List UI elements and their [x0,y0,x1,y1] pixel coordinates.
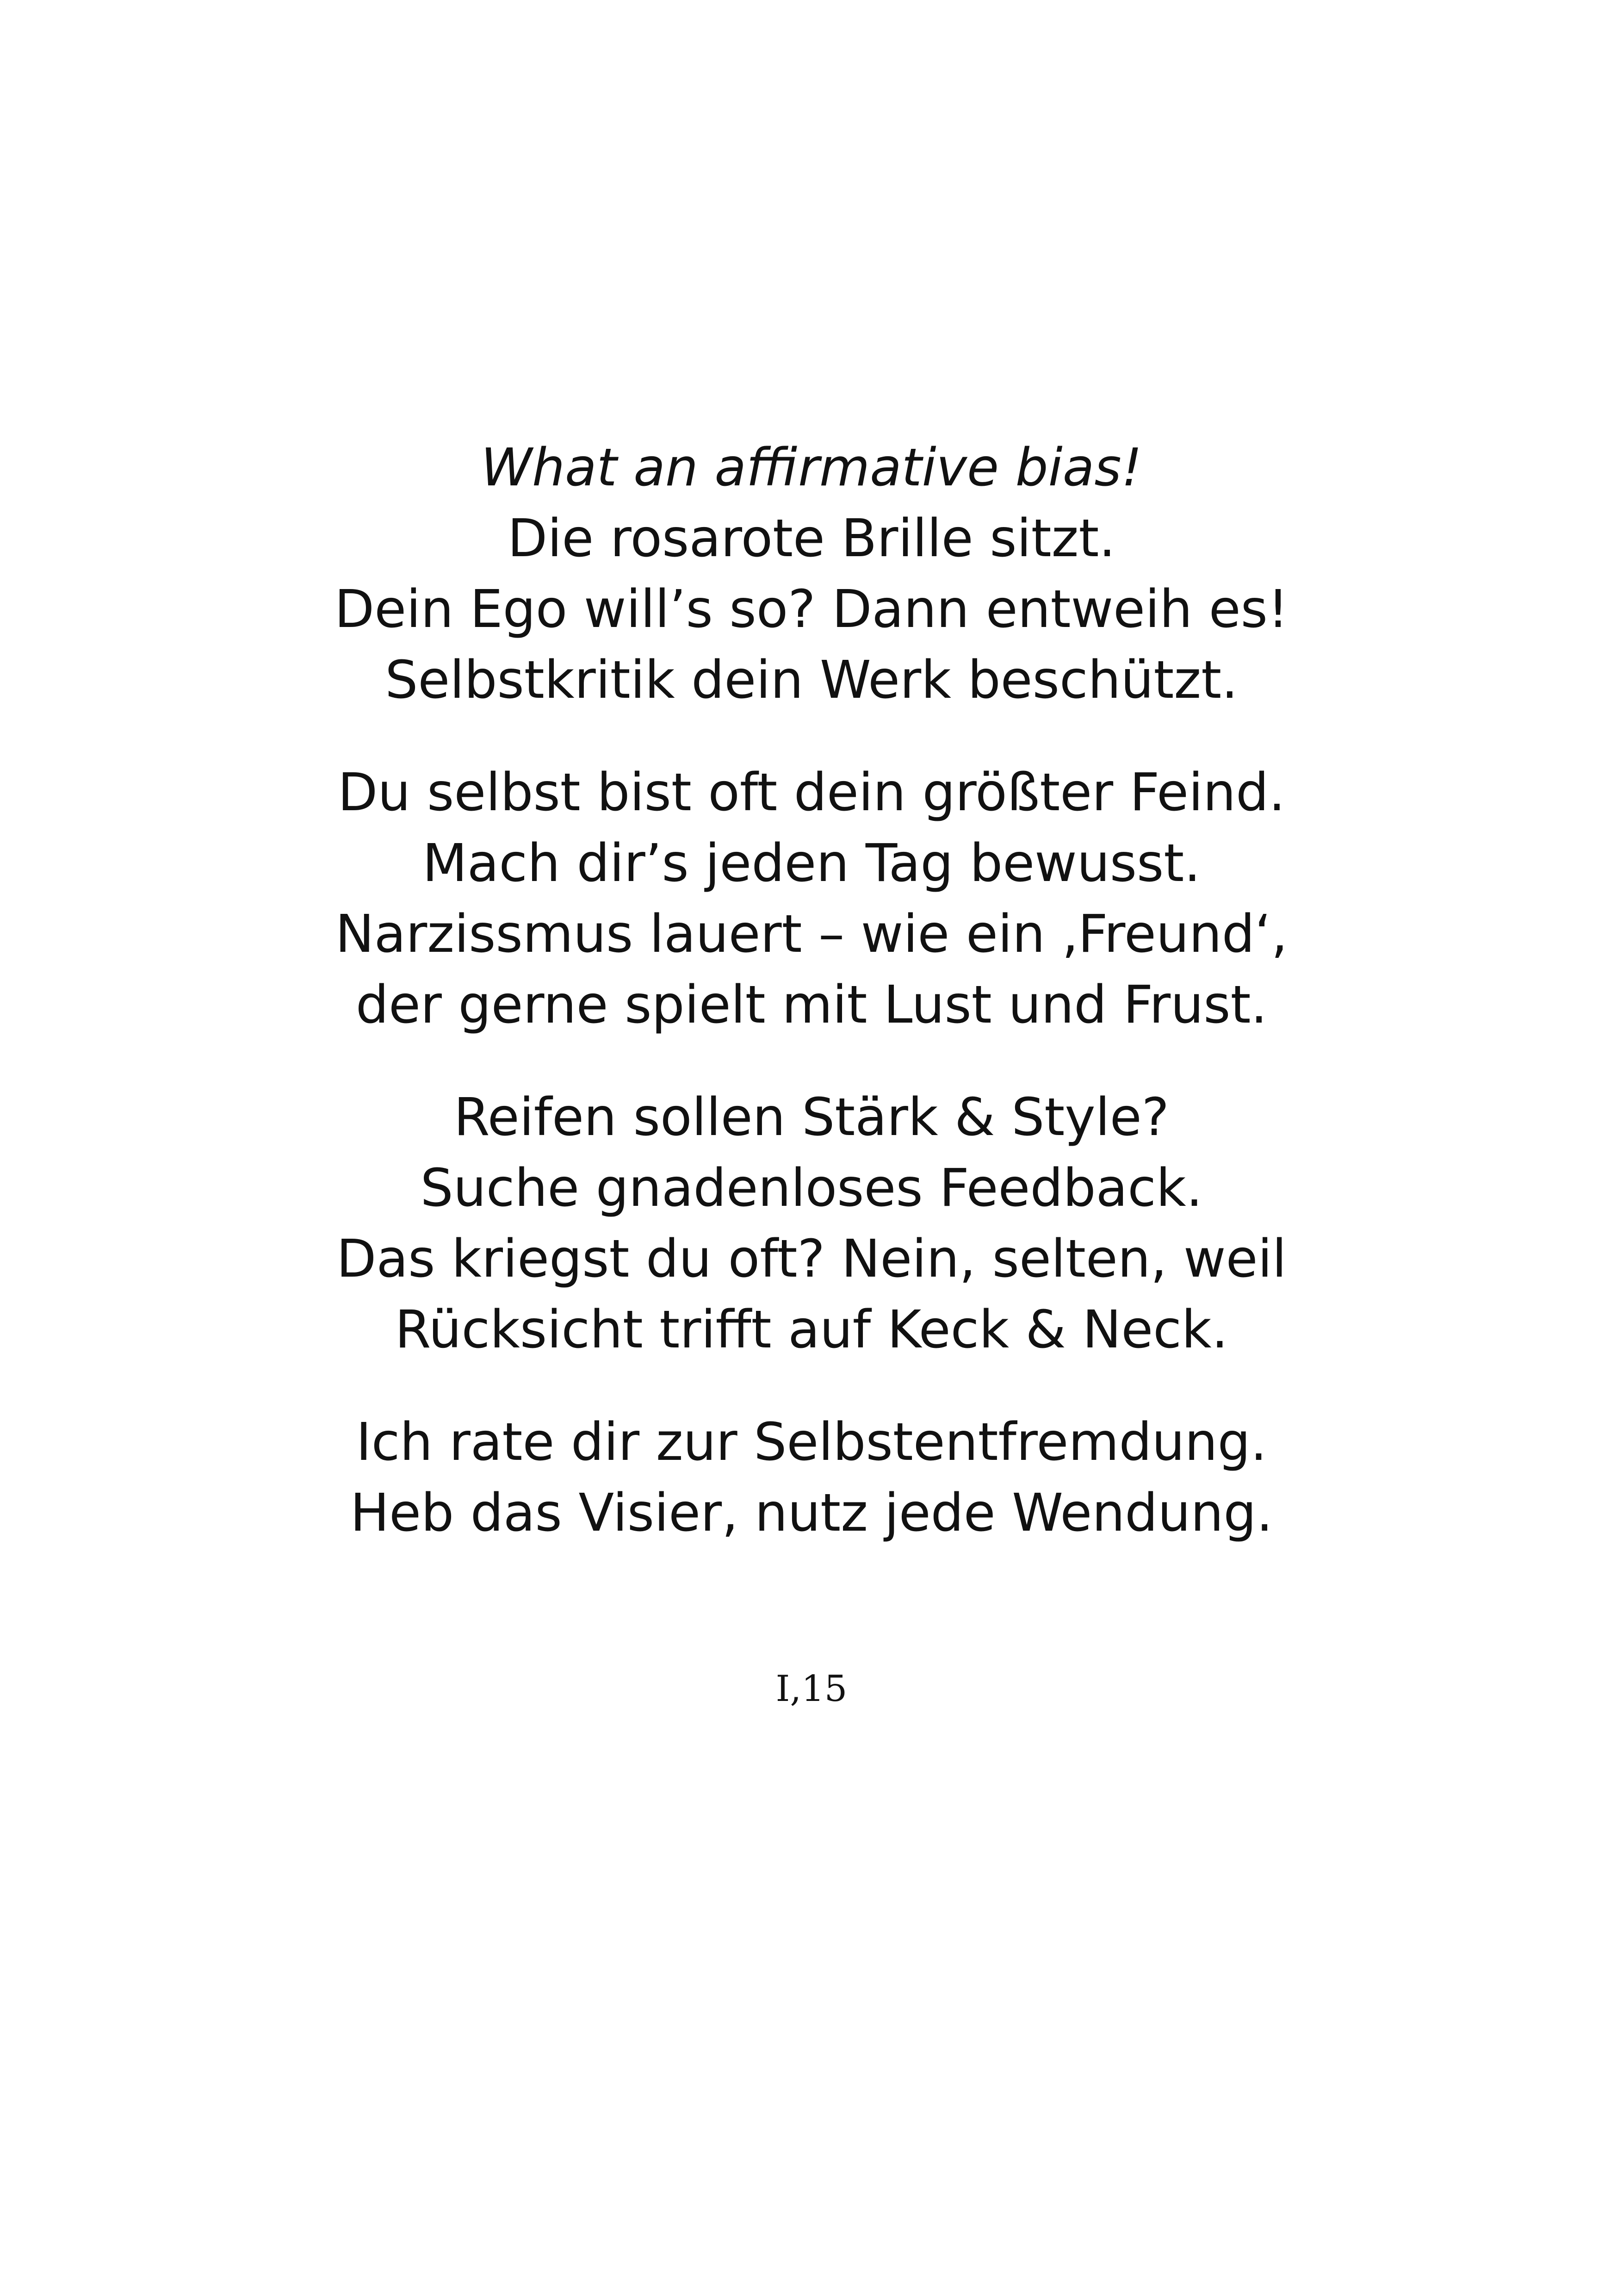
stanza-2 [0,757,1623,1041]
poem-line: Mach dir’s jeden Tag bewusst. [422,833,1201,894]
poem-line: Du selbst bist oft dein größter Feind. [338,763,1285,823]
poem-line: Ich rate dir zur Selbstentfremdung. [356,1412,1267,1472]
stanza-1 [0,433,1623,716]
poem-line: Suche gnadenloses Feedback. [420,1158,1203,1218]
poem-line: Reifen sollen Stärk & Style? [453,1087,1170,1148]
stanza-3 [0,1082,1623,1365]
poem-line: Dein Ego will’s so? Dann entweih es! [335,579,1288,639]
poem-line: Selbstkritik dein Werk beschützt. [385,650,1238,710]
poem-line: Heb das Visier, nutz jede Wendung. [350,1483,1273,1543]
poem-line: What an affirmative bias! [481,438,1142,498]
poem-line: der gerne spielt mit Lust und Frust. [355,975,1268,1035]
poem-line: Das kriegst du oft? Nein, selten, weil [336,1229,1287,1289]
poem-line: Rücksicht trifft auf Keck & Neck. [395,1300,1228,1360]
page-number: I,15 [775,1668,848,1710]
poem-line: Narzissmus lauert – wie ein ‚Freund‘, [335,904,1288,964]
stanza-4 [0,1407,1623,1549]
poem-line: Die rosarote Brille sitzt. [508,509,1115,569]
poem [0,433,1623,1549]
